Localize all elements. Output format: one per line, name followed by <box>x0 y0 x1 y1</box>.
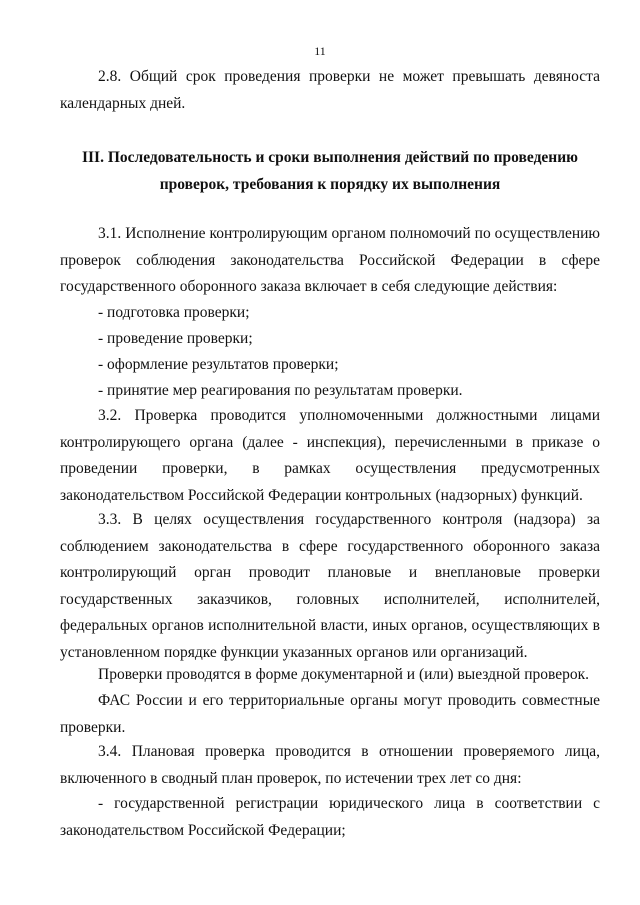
section-title-line-2: проверок, требования к порядку их выполнения <box>159 176 501 193</box>
section-title <box>60 144 600 198</box>
paragraph-3-4: 3.4. Плановая проверка проводится в отношении проверяемого лица, включенного в сводный план проверок, по истечении трех лет со дня: <box>60 743 600 787</box>
paragraph-3-2: 3.2. Проверка проводится уполномоченными должностными лицами контролирующего органа (далее - инспекция), перечисленными в приказе о проведении проверки, в рамках осуществления предусмотренных законодательством Российской Федерации контрольных (надзорных) функций. <box>60 407 600 504</box>
paragraph-2-8: 2.8. Общий срок проведения проверки не может превышать девяноста календарных дней. <box>60 68 600 112</box>
section-title-line-1: III. Последовательность и сроки выполнения действий по проведению <box>81 149 579 166</box>
paragraph-3-3-forms: Проверки проводятся в форме документарной и (или) выездной проверок. <box>98 666 590 683</box>
page-number: 11 <box>314 44 326 58</box>
list-item: - проведение проверки; <box>98 330 253 347</box>
paragraph-3-4-item: - государственной регистрации юридического лица в соответствии с законодательством Российской Федерации; <box>60 795 600 839</box>
list-item: - принятие мер реагирования по результатам проверки. <box>98 382 463 399</box>
list-item: - подготовка проверки; <box>98 304 250 321</box>
list-item: - оформление результатов проверки; <box>98 356 339 373</box>
paragraph-3-3-joint: ФАС России и его территориальные органы могут проводить совместные проверки. <box>60 692 600 736</box>
paragraph-3-1: 3.1. Исполнение контролирующим органом полномочий по осуществлению проверок соблюдения законодательства Российской Федерации в сфере государственного оборонного заказа включает в себя следующие действия: <box>60 225 600 295</box>
paragraph-3-3: 3.3. В целях осуществления государственного контроля (надзора) за соблюдением законодательства в сфере государственного оборонного заказа контролирующий орган проводит плановые и внеплановые проверки государственных заказчиков, головных исполнителей, исполнителей, федеральных органов исполнительной власти, иных органов, осуществляющих в установленном порядке функции указанных органов или организаций. <box>60 511 600 661</box>
